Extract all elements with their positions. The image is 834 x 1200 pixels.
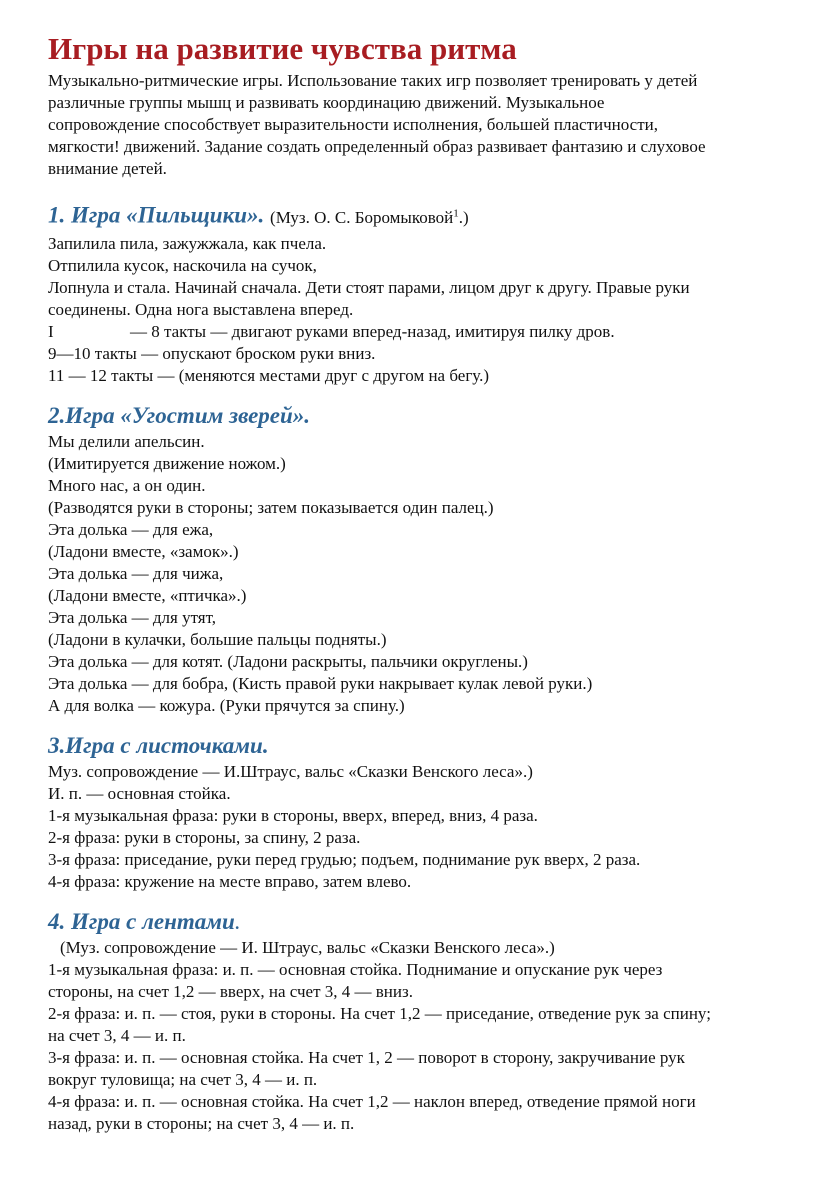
- intro-line: Музыкально-ритмические игры. Использование таких игр позволяет тренировать у детей: [48, 71, 698, 90]
- text-line: А для волка — кожура. (Руки прячутся за спину.): [48, 695, 405, 715]
- text-line: 9—10 такты — опускают броском руки вниз.: [48, 343, 376, 363]
- section-heading: 4. Игра с лентами.: [48, 908, 241, 934]
- footnote-marker: 1: [453, 207, 459, 219]
- section-leaves: [48, 731, 804, 893]
- text-line: Эта долька — для котят. (Ладони раскрыты, пальчики округлены.): [48, 651, 528, 671]
- intro-line: внимание детей.: [48, 159, 167, 178]
- text-line: назад, руки в стороны; на счет 3, 4 — и. п.: [48, 1113, 355, 1133]
- section-sawyers: [48, 198, 804, 387]
- line-rest: — 8 такты — двигают руками вперед-назад, имитируя пилку дров.: [130, 321, 615, 341]
- text-line: Эта долька — для утят,: [48, 607, 216, 627]
- text-line: на счет 3, 4 — и. п.: [48, 1025, 186, 1045]
- text-line: 4-я фраза: кружение на месте вправо, затем влево.: [48, 871, 412, 891]
- text-line: [48, 321, 804, 343]
- section-heading: [48, 198, 804, 233]
- text-line: 2-я фраза: руки в стороны, за спину, 2 раза.: [48, 827, 361, 847]
- text-line: стороны, на счет 1,2 — вверх, на счет 3, 4 — вниз.: [48, 981, 413, 1001]
- text-line: (Имитируется движение ножом.): [48, 453, 286, 473]
- text-line: Эта долька — для бобра, (Кисть правой руки накрывает кулак левой руки.): [48, 673, 593, 693]
- text-line: 4-я фраза: и. п. — основная стойка. На счет 1,2 — наклон вперед, отведение прямой ноги: [48, 1091, 696, 1111]
- text-line: Муз. сопровождение — И.Штраус, вальс «Сказки Венского леса».): [48, 761, 533, 781]
- section-heading-text: 1. Игра «Пильщики».: [48, 202, 265, 228]
- text-line: (Разводятся руки в стороны; затем показывается один палец.): [48, 497, 494, 517]
- text-line: Запилила пила, зажужжала, как пчела.: [48, 233, 327, 253]
- text-line: соединены. Одна нога выставлена вперед.: [48, 299, 354, 319]
- intro-line: сопровождение способствует выразительности исполнения, большей пластичности,: [48, 115, 658, 134]
- text-line: 2-я фраза: и. п. — стоя, руки в стороны. На счет 1,2 — приседание, отведение рук за спину;: [48, 1003, 711, 1023]
- intro-line: мягкости! движений. Задание создать определенный образ развивает фантазию и слуховое: [48, 137, 706, 156]
- text-line: 1-я музыкальная фраза: руки в стороны, вверх, вперед, вниз, 4 раза.: [48, 805, 538, 825]
- intro-paragraph: [48, 70, 804, 180]
- text-line: Эта долька — для ежа,: [48, 519, 214, 539]
- intro-line: различные группы мышц и развивать координацию движений. Музыкальное: [48, 93, 605, 112]
- text-line: Мы делили апельсин.: [48, 431, 205, 451]
- text-line: Лопнула и стала. Начинай сначала. Дети стоят парами, лицом друг к другу. Правые руки: [48, 277, 690, 297]
- text-line: Много нас, а он один.: [48, 475, 206, 495]
- text-line: вокруг туловища; на счет 3, 4 — и. п.: [48, 1069, 318, 1089]
- text-line: 3-я фраза: и. п. — основная стойка. На счет 1, 2 — поворот в сторону, закручивание рук: [48, 1047, 685, 1067]
- text-line: (Ладони вместе, «птичка».): [48, 585, 247, 605]
- text-line: Отпилила кусок, наскочила на сучок,: [48, 255, 317, 275]
- text-line: Эта долька — для чижа,: [48, 563, 224, 583]
- text-line: (Ладони в кулачки, большие пальцы подняты.): [48, 629, 387, 649]
- text-line: (Ладони вместе, «замок».): [48, 541, 239, 561]
- section-ribbons: [48, 907, 804, 1135]
- text-line: 1-я музыкальная фраза: и. п. — основная стойка. Поднимание и опускание рук через: [48, 959, 663, 979]
- section-treat-animals: [48, 401, 804, 717]
- text-line: И. п. — основная стойка.: [48, 783, 231, 803]
- text-line: 3-я фраза: приседание, руки перед грудью; подъем, поднимание рук вверх, 2 раза.: [48, 849, 641, 869]
- text-line: 11 — 12 такты — (меняются местами друг с другом на бегу.): [48, 365, 490, 385]
- text-line: (Муз. сопровождение — И. Штраус, вальс «Сказки Венского леса».): [60, 937, 555, 957]
- section-heading: 2.Игра «Угостим зверей».: [48, 402, 311, 428]
- line-start: I: [48, 321, 54, 341]
- section-heading: 3.Игра с листочками.: [48, 732, 269, 758]
- page-title: Игры на развитие чувства ритма: [48, 31, 517, 66]
- composer-credit: (Муз. О. С. Боромыковой$^1$.): [270, 207, 469, 227]
